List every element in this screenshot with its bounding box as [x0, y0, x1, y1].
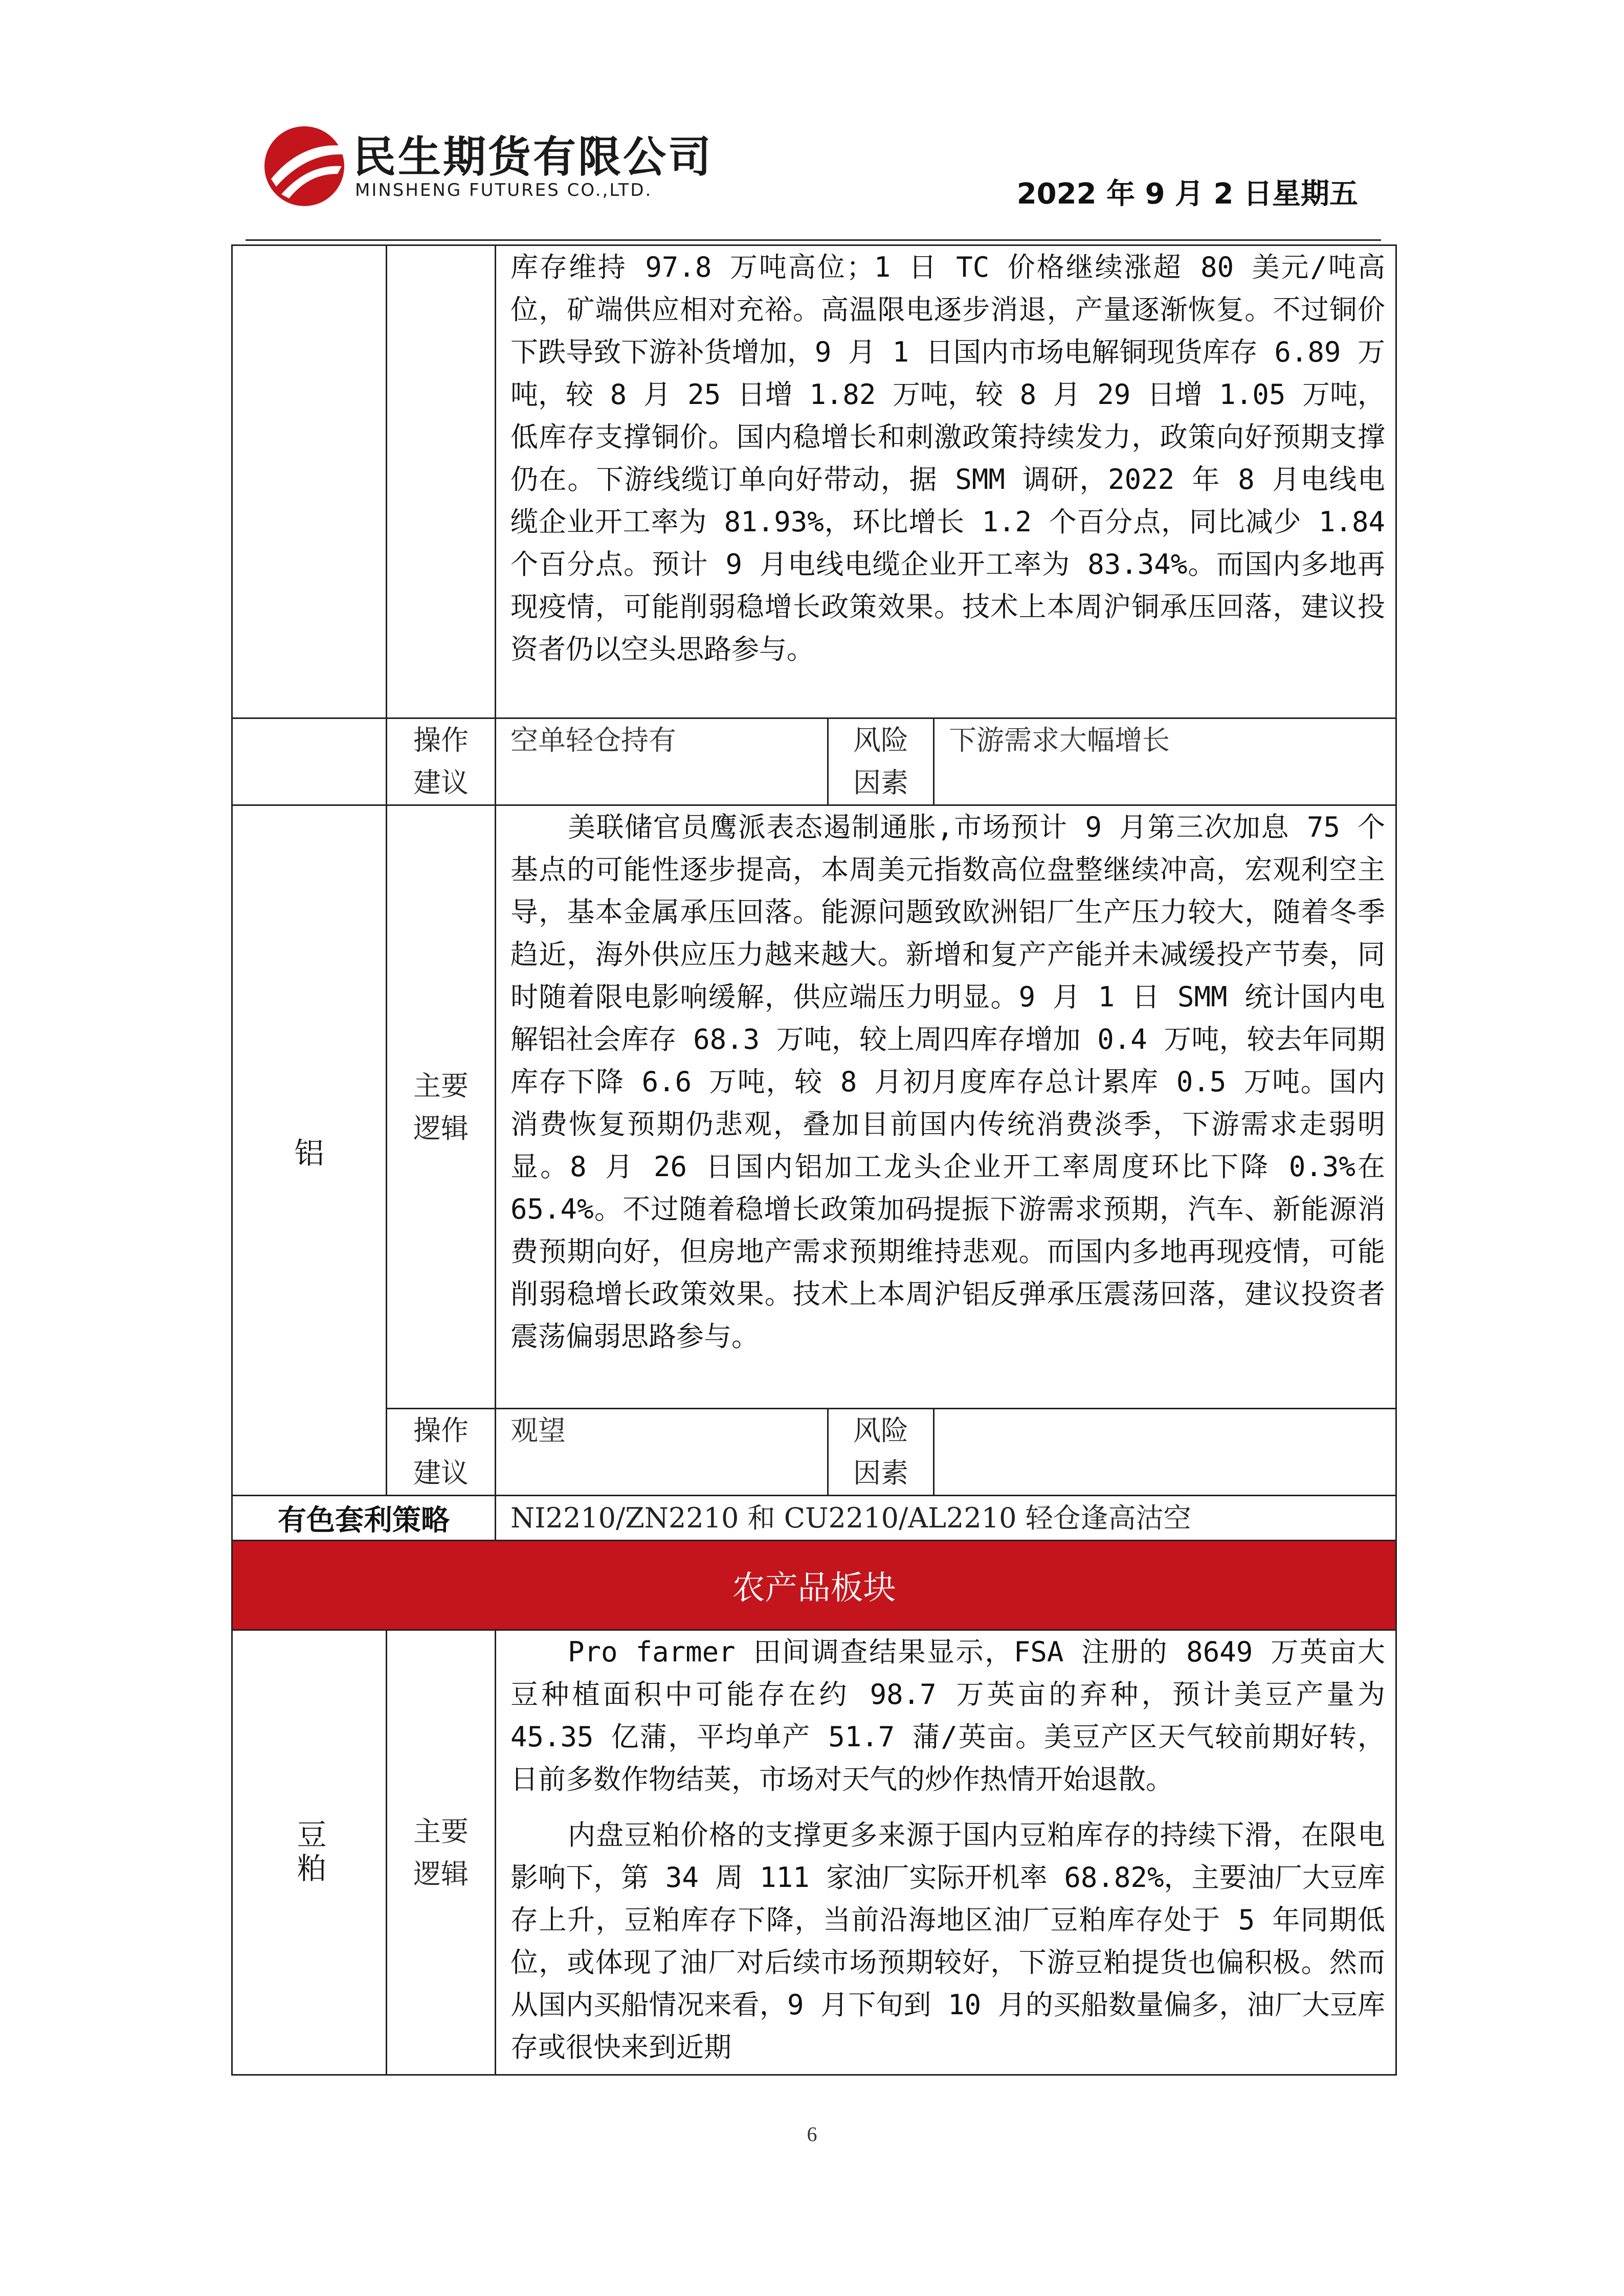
- copper-name-cell-2: [232, 718, 387, 805]
- copper-risk-text: 下游需求大幅增长: [934, 718, 1396, 805]
- aluminum-logic-cell: [496, 805, 1396, 1409]
- copper-op-text: 空单轻仓持有: [496, 718, 828, 805]
- aluminum-logic-label: 主要逻辑: [387, 805, 496, 1409]
- aluminum-op-label: 操作建议: [387, 1409, 496, 1496]
- copper-logic-row: [232, 245, 1396, 718]
- agri-section-title: 农产品板块: [232, 1541, 1396, 1630]
- page-number: 6: [807, 2123, 817, 2146]
- company-logo: [261, 123, 742, 210]
- arbitrage-label: 有色套利策略: [232, 1496, 496, 1541]
- soymeal-logic-text: [496, 1631, 1395, 2068]
- copper-logic-text: 库存维持 97.8 万吨高位；1 日 TC 价格继续涨超 80 美元/吨高位，矿端供应相对充裕。高温限电逐步消退，产量逐渐恢复。不过铜价下跌导致下游补货增加，9 月 1 日国内市场电解铜现货库存 6.89 万吨，较 8 月 25 日增 1.82 万吨，较 8 月 29 日增 1.05 万吨，低库存支撑铜价。国内稳增长和刺激政策持续发力，政策向好预期支撑仍在。下游线缆订单向好带动，据 SMM 调研，2022 年 8 月电线电缆企业开工率为 81.93%，环比增长 1.2 个百分点，同比减少 1.84 个百分点。预计 9 月电线电缆企业开工率为 83.34%。而国内多地再现疫情，可能削弱稳增长政策效果。技术上本周沪铜承压回落，建议投资者仍以空头思路参与。: [510, 251, 1385, 665]
- arbitrage-text: NI2210/ZN2210 和 CU2210/AL2210 轻仓逢高沽空: [496, 1496, 1396, 1541]
- aluminum-op-row: [232, 1409, 1396, 1496]
- copper-logic-label-cell: [387, 245, 496, 718]
- minsheng-logo-icon: [261, 123, 348, 210]
- soymeal-name-cell: [232, 1630, 387, 2075]
- soymeal-logic-row: [232, 1630, 1396, 2075]
- soymeal-logic-cell: [496, 1630, 1396, 2075]
- copper-logic-cell: [496, 245, 1396, 718]
- aluminum-logic-text: 美联储官员鹰派表态遏制通胀,市场预计 9 月第三次加息 75 个基点的可能性逐步提高，本周美元指数高位盘整继续冲高，宏观利空主导，基本金属承压回落。能源问题致欧洲铝厂生产压力较大，随着冬季趋近，海外供应压力越来越大。新增和复产产能并未减缓投产节奏，同时随着限电影响缓解，供应端压力明显。9 月 1 日 SMM 统计国内电解铝社会库存 68.3 万吨，较上周四库存增加 0.4 万吨，较去年同期库存下降 6.6 万吨，较 8 月初月度库存总计累库 0.5 万吨。国内消费恢复预期仍悲观，叠加目前国内传统消费淡季，下游需求走弱明显。8 月 26 日国内铝加工龙头企业开工率周度环比下降 0.3%在 65.4%。不过随着稳增长政策加码提振下游需求预期，汽车、新能源消费预期向好，但房地产需求预期维持悲观。而国内多地再现疫情，可能削弱稳增长政策效果。技术上本周沪铝反弹承压震荡回落，建议投资者震荡偏弱思路参与。: [510, 811, 1385, 1353]
- aluminum-logic-row: [232, 805, 1396, 1409]
- soymeal-para-2: 内盘豆粕价格的支撑更多来源于国内豆粕库存的持续下滑，在限电影响下，第 34 周 111 家油厂实际开机率 68.82%，主要油厂大豆库存上升，豆粕库存下降，当前沿海地区油厂豆粕库存处于 5 年同期低位，或体现了油厂对后续市场预期较好，下游豆粕提货也偏积极。然而从国内买船情况来看，9 月下旬到 10 月的买船数量偏多，油厂大豆库存或很快来到近期: [510, 1819, 1385, 2063]
- soymeal-logic-label: 主要逻辑: [387, 1630, 496, 2075]
- header-divider: [246, 239, 1381, 241]
- agri-section-row: [232, 1541, 1396, 1630]
- report-table: [231, 244, 1397, 2076]
- company-name-cn: 民生期货有限公司: [353, 132, 714, 182]
- soymeal-name: 豆粕: [292, 1818, 327, 1886]
- aluminum-risk-label: 风险因素: [828, 1409, 934, 1496]
- report-date: 2022 年 9 月 2 日星期五: [1016, 177, 1358, 211]
- copper-op-label: 操作建议: [387, 718, 496, 805]
- soymeal-para-1: Pro farmer 田间调查结果显示，FSA 注册的 8649 万英亩大豆种植面积中可能存在约 98.7 万英亩的弃种，预计美豆产量为 45.35 亿蒲，平均单产 51.7 蒲/英亩。美豆产区天气较前期好转，日前多数作物结荚，市场对天气的炒作热情开始退散。: [510, 1636, 1385, 1795]
- aluminum-op-text: 观望: [496, 1409, 828, 1496]
- copper-op-row: [232, 718, 1396, 805]
- company-name-en: MINSHENG FUTURES CO.,LTD.: [355, 180, 653, 200]
- copper-name-cell: [232, 245, 387, 718]
- aluminum-risk-text: [934, 1409, 1396, 1496]
- copper-risk-label: 风险因素: [828, 718, 934, 805]
- aluminum-name: 铝: [232, 805, 387, 1496]
- arbitrage-row: [232, 1496, 1396, 1541]
